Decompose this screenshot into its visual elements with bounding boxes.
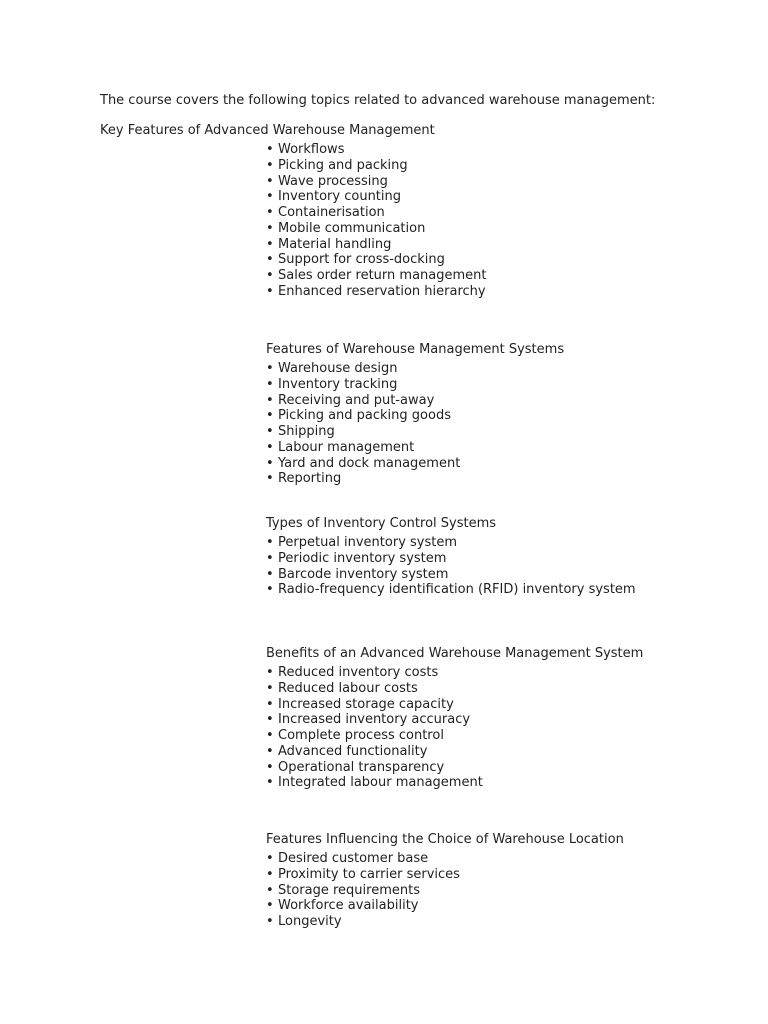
bullet-icon: • (266, 205, 274, 220)
bullet-icon: • (266, 882, 274, 898)
list-item-text: Warehouse design (278, 361, 398, 376)
list-item (266, 760, 643, 776)
list-item-text: Reporting (278, 471, 342, 487)
section-benefits (266, 645, 643, 791)
bullet-icon: • (266, 376, 274, 392)
list-item (266, 268, 487, 284)
bullet-icon: • (266, 283, 274, 299)
list-item-text: Perpetual inventory system (278, 535, 458, 550)
list-item (266, 471, 564, 487)
list-item (266, 377, 564, 393)
list-item-text: Integrated labour management (278, 775, 483, 791)
list-item (266, 456, 564, 472)
section-heading: Benefits of an Advanced Warehouse Management System (266, 646, 644, 661)
section-heading: Features Influencing the Choice of Warehouse Location (266, 832, 624, 847)
bullet-icon: • (266, 236, 274, 252)
list-item (266, 582, 636, 598)
list-item (266, 851, 624, 867)
bullet-icon: • (266, 743, 274, 759)
list-item (266, 393, 564, 409)
bullet-icon: • (266, 361, 274, 376)
list-item-text: Workflows (278, 142, 345, 157)
bullet-icon: • (266, 851, 274, 866)
section-wms-features (266, 341, 564, 487)
list-item-text: Storage requirements (278, 882, 420, 898)
bullet-icon: • (266, 392, 274, 408)
list-item-text: Shipping (278, 424, 335, 439)
list-item-text: Inventory counting (278, 189, 402, 205)
list-item-text: Inventory tracking (278, 376, 398, 392)
bullet-icon: • (266, 157, 274, 173)
section-heading: Types of Inventory Control Systems (266, 516, 497, 531)
list-item-text: Material handling (278, 236, 392, 252)
bullet-icon: • (266, 252, 274, 268)
bullet-icon: • (266, 424, 274, 439)
list-item (266, 775, 643, 791)
bullet-list (266, 665, 643, 791)
list-item-text: Operational transparency (278, 759, 445, 775)
list-item (266, 712, 643, 728)
list-item-text: Radio-frequency identification (RFID) inventory system (278, 582, 636, 598)
bullet-list (266, 142, 487, 300)
bullet-icon: • (266, 898, 274, 914)
section-key-features (266, 142, 487, 300)
list-item (266, 914, 624, 930)
list-item (266, 898, 624, 914)
list-item-text: Complete process control (278, 728, 444, 743)
bullet-icon: • (266, 775, 274, 791)
bullet-icon: • (266, 189, 274, 205)
list-item-text: Picking and packing (278, 157, 408, 173)
bullet-icon: • (266, 142, 274, 157)
bullet-icon: • (266, 173, 274, 189)
intro-text: The course covers the following topics related to advanced warehouse management: (100, 93, 656, 108)
bullet-icon: • (266, 408, 274, 424)
bullet-icon: • (266, 866, 274, 882)
list-item-text: Advanced functionality (278, 743, 428, 759)
list-item-text: Proximity to carrier services (278, 866, 460, 882)
bullet-icon: • (266, 914, 274, 929)
list-item-text: Reduced inventory costs (278, 665, 439, 680)
list-item (266, 440, 564, 456)
bullet-icon: • (266, 455, 274, 471)
list-item-text: Periodic inventory system (278, 550, 447, 566)
list-item (266, 697, 643, 713)
bullet-icon: • (266, 268, 274, 283)
list-item-text: Containerisation (278, 205, 385, 220)
bullet-icon: • (266, 582, 274, 598)
section-location-features (266, 831, 624, 930)
list-item (266, 205, 487, 221)
list-item-text: Workforce availability (278, 898, 419, 914)
bullet-icon: • (266, 665, 274, 680)
list-item-text: Barcode inventory system (278, 566, 449, 582)
list-item-text: Wave processing (278, 173, 388, 189)
bullet-icon: • (266, 759, 274, 775)
list-item-text: Increased inventory accuracy (278, 712, 471, 728)
list-item (266, 665, 643, 681)
list-item-text: Sales order return management (278, 268, 487, 283)
bullet-icon: • (266, 712, 274, 728)
list-item (266, 174, 487, 190)
section-heading: Features of Warehouse Management Systems (266, 342, 565, 357)
section-inventory-control-types (266, 515, 636, 598)
list-item-text: Support for cross-docking (278, 252, 445, 268)
list-item (266, 237, 487, 253)
list-item-text: Longevity (278, 914, 342, 929)
list-item-text: Enhanced reservation hierarchy (278, 283, 486, 299)
bullet-icon: • (266, 535, 274, 550)
list-item-text: Labour management (278, 439, 415, 455)
bullet-list (266, 535, 636, 598)
list-item (266, 681, 643, 697)
main-heading: Key Features of Advanced Warehouse Management (100, 123, 435, 138)
bullet-icon: • (266, 728, 274, 743)
bullet-icon: • (266, 680, 274, 696)
list-item-text: Receiving and put-away (278, 392, 435, 408)
list-item (266, 221, 487, 237)
list-item (266, 424, 564, 440)
list-item (266, 535, 636, 551)
list-item-text: Mobile communication (278, 220, 426, 236)
list-item (266, 883, 624, 899)
list-item (266, 567, 636, 583)
list-item (266, 408, 564, 424)
list-item (266, 728, 643, 744)
bullet-icon: • (266, 471, 274, 487)
bullet-icon: • (266, 220, 274, 236)
list-item-text: Increased storage capacity (278, 696, 454, 712)
list-item (266, 744, 643, 760)
bullet-icon: • (266, 550, 274, 566)
list-item-text: Reduced labour costs (278, 680, 418, 696)
list-item (266, 158, 487, 174)
bullet-list (266, 361, 564, 487)
list-item (266, 551, 636, 567)
bullet-list (266, 851, 624, 930)
list-item (266, 189, 487, 205)
bullet-icon: • (266, 696, 274, 712)
list-item (266, 361, 564, 377)
list-item-text: Desired customer base (278, 851, 429, 866)
list-item (266, 867, 624, 883)
list-item (266, 142, 487, 158)
bullet-icon: • (266, 566, 274, 582)
list-item-text: Picking and packing goods (278, 408, 451, 424)
list-item-text: Yard and dock management (278, 455, 461, 471)
list-item (266, 284, 487, 300)
bullet-icon: • (266, 439, 274, 455)
list-item (266, 252, 487, 268)
